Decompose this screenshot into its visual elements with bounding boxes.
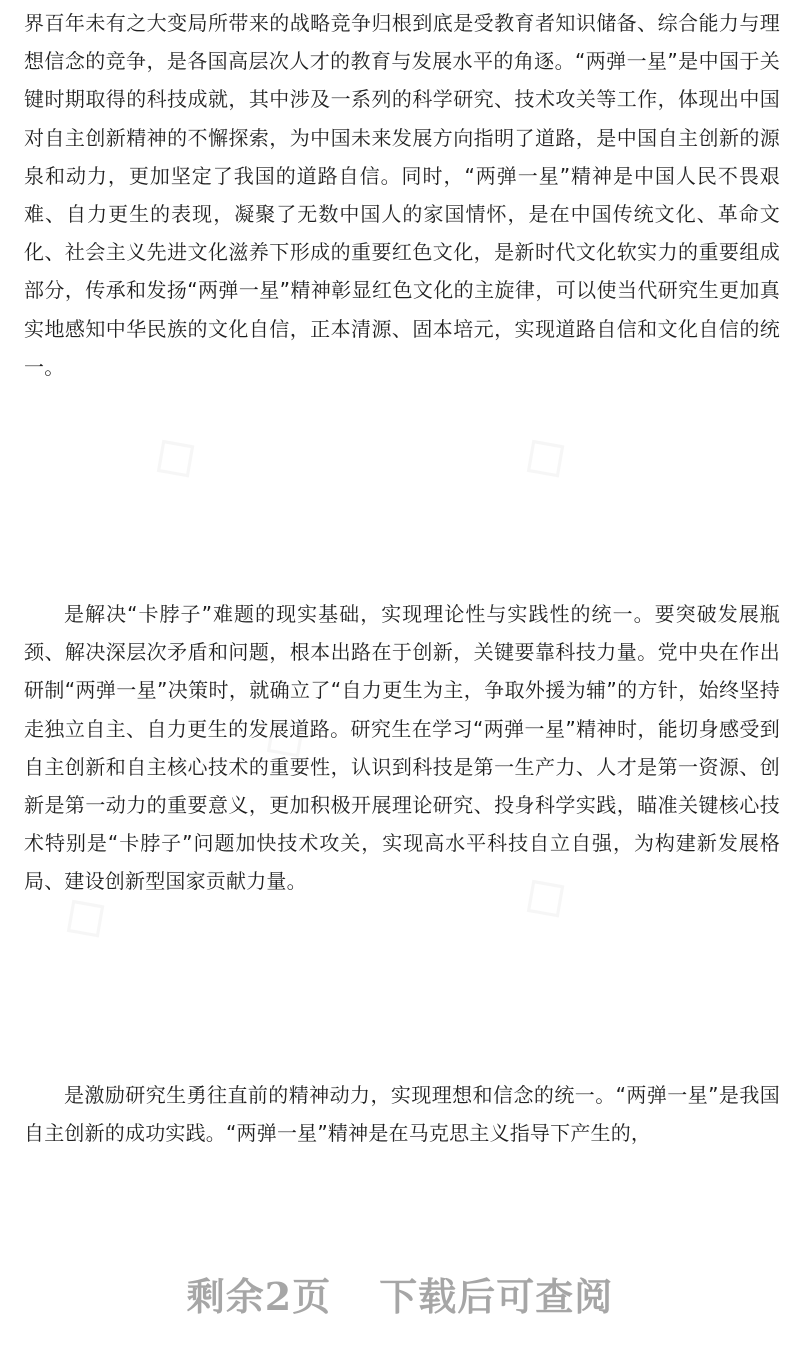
paragraph: 界百年未有之大变局所带来的战略竞争归根到底是受教育者知识储备、综合能力与理想信念的竞争，是各国高层次人才的教育与发展水平的角逐。“两弹一星”是中国于关键时期取得的科技成就，其中涉及一系列的科学研究、技术攻关等工作，体现出中国对自主创新精神的不懈探索，为中国未来发展方向指明了道路，是中国自主创新的源泉和动力，更加坚定了我国的道路自信。同时，“两弹一星”精神是中国人民不畏艰难、自力更生的表现，凝聚了无数中国人的家国情怀，是在中国传统文化、革命文化、社会主义先进文化滋养下形成的重要红色文化，是新时代文化软实力的重要组成部分，传承和发扬“两弹一星”精神彰显红色文化的主旋律，可以使当代研究生更加真实地感知中华民族的文化自信，正本清源、固本培元，实现道路自信和文化自信的统一。 [24,11,780,379]
watermark: ◇ [504,413,583,497]
watermark: ◇ [504,853,583,937]
paragraph: 是激励研究生勇往直前的精神动力，实现理想和信念的统一。“两弹一星”是我国自主创新的成功实践。“两弹一星”精神是在马克思主义指导下产生的， [24,1083,780,1146]
remaining-pages-label: 剩余2页 [186,1273,332,1319]
watermark: ◇ [44,873,123,957]
watermark: ◇ [134,413,213,497]
paragraph: 是解决“卡脖子”难题的现实基础，实现理论性与实践性的统一。要突破发展瓶颈、解决深层次矛盾和问题，根本出路在于创新，关键要靠科技力量。党中央在作出研制“两弹一星”决策时，就确立了“自力更生为主，争取外援为辅”的方针，始终坚持走独立自主、自力更生的发展道路。研究生在学习“两弹一星”精神时，能切身感受到自主创新和自主核心技术的重要性，认识到科技是第一生产力、人才是第一资源、创新是第一动力的重要意义，更加积极开展理论研究、投身科学实践，瞄准关键核心技术特别是“卡脖子”问题加快技术攻关，实现高水平科技自立自强，为构建新发展格局、建设创新型国家贡献力量。 [24,602,780,894]
download-banner[interactable] [0,1258,800,1328]
download-hint-label[interactable]: 下载后可查阅 [379,1273,614,1319]
watermark: ◇ [244,693,323,777]
